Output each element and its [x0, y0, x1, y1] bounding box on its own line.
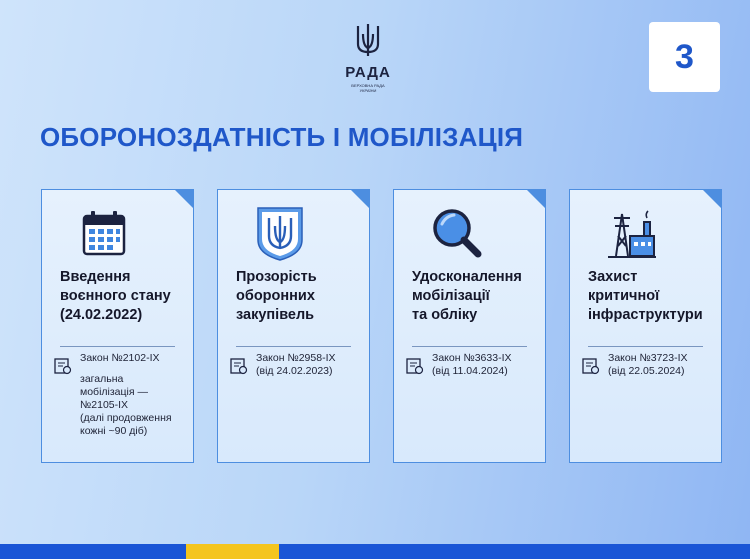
footer-bar	[0, 544, 750, 559]
footer-yellow-stripe	[186, 544, 279, 559]
card-law-text: Закон №3633-IX (від 11.04.2024)	[432, 352, 512, 377]
page-number-badge: 3	[649, 22, 720, 92]
card-corner	[174, 189, 194, 209]
trident-icon	[354, 22, 382, 58]
card-martial-law	[41, 189, 194, 463]
card-corner	[526, 189, 546, 209]
card-title: Прозорість оборонних закупівель	[236, 269, 317, 323]
card-divider	[60, 346, 175, 347]
magnifier-icon	[428, 206, 484, 262]
rada-logo	[335, 22, 401, 93]
card-title: Удосконалення мобілізації та обліку	[412, 269, 522, 323]
card-divider	[412, 346, 527, 347]
trident-shield-icon	[252, 206, 308, 262]
card-critical-infrastructure	[569, 189, 722, 463]
card-defense-procurement	[217, 189, 370, 463]
card-mobilization	[393, 189, 546, 463]
card-law-text: Закон №2102-IX загальна мобілізація — №2105-IX (далі продовження кожні ~90 діб)	[80, 352, 172, 437]
card-divider	[236, 346, 351, 347]
document-seal-icon	[581, 356, 601, 376]
card-title: Захист критичної інфраструктури	[588, 269, 703, 323]
logo-title: РАДА	[345, 64, 391, 81]
document-seal-icon	[405, 356, 425, 376]
card-law-text: Закон №3723-IX (від 22.05.2024)	[608, 352, 688, 377]
card-divider	[588, 346, 703, 347]
logo-subtitle: ВЕРХОВНА РАДА УКРАЇНИ	[351, 83, 385, 93]
card-title: Введення воєнного стану (24.02.2022)	[60, 269, 171, 323]
card-law-text: Закон №2958-IX (від 24.02.2023)	[256, 352, 336, 377]
page-title: ОБОРОНОЗДАТНІСТЬ І МОБІЛІЗАЦІЯ	[40, 122, 524, 152]
document-seal-icon	[53, 356, 73, 376]
power-plant-icon	[604, 206, 660, 262]
card-corner	[702, 189, 722, 209]
document-seal-icon	[229, 356, 249, 376]
calendar-icon	[76, 206, 132, 262]
card-corner	[350, 189, 370, 209]
